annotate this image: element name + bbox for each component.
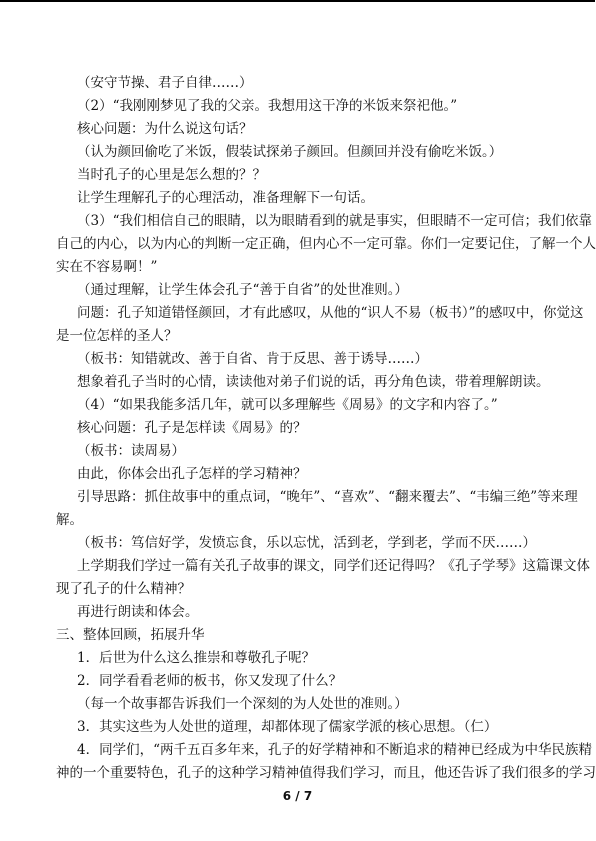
text-line: （板书：知错就改、善于自省、肯于反思、善于诱导……） — [77, 351, 428, 367]
text-line: 当时孔子的心里是怎么想的？？ — [77, 167, 266, 183]
header-rule — [0, 0, 595, 2]
page-number: 6 / 7 — [282, 789, 313, 803]
text-line: 核心问题：为什么说这句话？ — [77, 121, 253, 137]
text-line: 让学生理解孔子的心理活动，准备理解下一句话。 — [77, 190, 374, 206]
text-line: 实在不容易啊！” — [56, 259, 158, 275]
text-line: （4）“如果我能多活几年，就可以多理解些《周易》的文字和内容了。” — [77, 397, 498, 413]
text-line: 自己的内心，以为内心的判断一定正确，但内心不一定可靠。你们一定要记住，了解一个人 — [56, 236, 596, 252]
text-line: （板书：笃信好学，发愤忘食，乐以忘忧，活到老，学到老，学而不厌……） — [77, 535, 536, 551]
text-line: 上学期我们学过一篇有关孔子故事的课文，同学们还记得吗？《孔子学琴》这篇课文体 — [77, 558, 590, 574]
text-line: （板书：读周易） — [77, 443, 185, 459]
text-line: （每一个故事都告诉我们一个深刻的为人处世的准则。） — [77, 696, 408, 712]
text-line: 想象着孔子当时的心情，读读他对弟子们说的话，再分角色读，带着理解朗读。 — [77, 374, 550, 390]
text-line: （安守节操、君子自律……） — [77, 75, 253, 91]
text-line: 由此，你体会出孔子怎样的学习精神？ — [77, 466, 307, 482]
text-line: 4．同学们，“两千五百多年来，孔子的好学精神和不断追求的精神已经成为中华民族精 — [77, 742, 592, 758]
text-line: 三、整体回顾，拓展升华 — [56, 627, 205, 643]
text-line: 引导思路：抓住故事中的重点词，“晚年”、“喜欢”、“翻来覆去”、“韦编三绝”等来理 — [77, 489, 578, 505]
text-line: 神的一个重要特色，孔子的这种学习精神值得我们学习，而且，他还告诉了我们很多的学习 — [56, 765, 596, 781]
text-line: 2．同学看看老师的板书，你又发现了什么？ — [77, 673, 343, 689]
text-line: 解。 — [56, 512, 83, 528]
text-line: 再进行朗读和体会。 — [77, 604, 199, 620]
text-line: 现了孔子的什么精神？ — [56, 581, 191, 597]
text-line: 核心问题：孔子是怎样读《周易》的？ — [77, 420, 307, 436]
document-body — [56, 72, 596, 785]
text-line: 是一位怎样的圣人？ — [56, 328, 178, 344]
text-line: （认为颜回偷吃了米饭，假装试探弟子颜回。但颜回并没有偷吃米饭。） — [77, 144, 503, 160]
text-line: （通过理解，让学生体会孔子“善于自省”的处世准则。） — [77, 282, 409, 298]
text-line: （2）“我刚刚梦见了我的父亲。我想用这干净的米饭来祭祀他。” — [77, 98, 458, 114]
text-line: 问题：孔子知道错怪颜回，才有此感叹，从他的“识人不易（板书）”的感叹中，你觉这 — [77, 305, 584, 321]
text-line: 3．其实这些为人处世的道理，却都体现了儒家学派的核心思想。（仁） — [77, 719, 498, 735]
text-line: 1．后世为什么这么推崇和尊敬孔子呢？ — [77, 650, 316, 666]
text-line: （3）“我们相信自己的眼睛，以为眼睛看到的就是事实，但眼睛不一定可信；我们依靠 — [77, 213, 592, 229]
